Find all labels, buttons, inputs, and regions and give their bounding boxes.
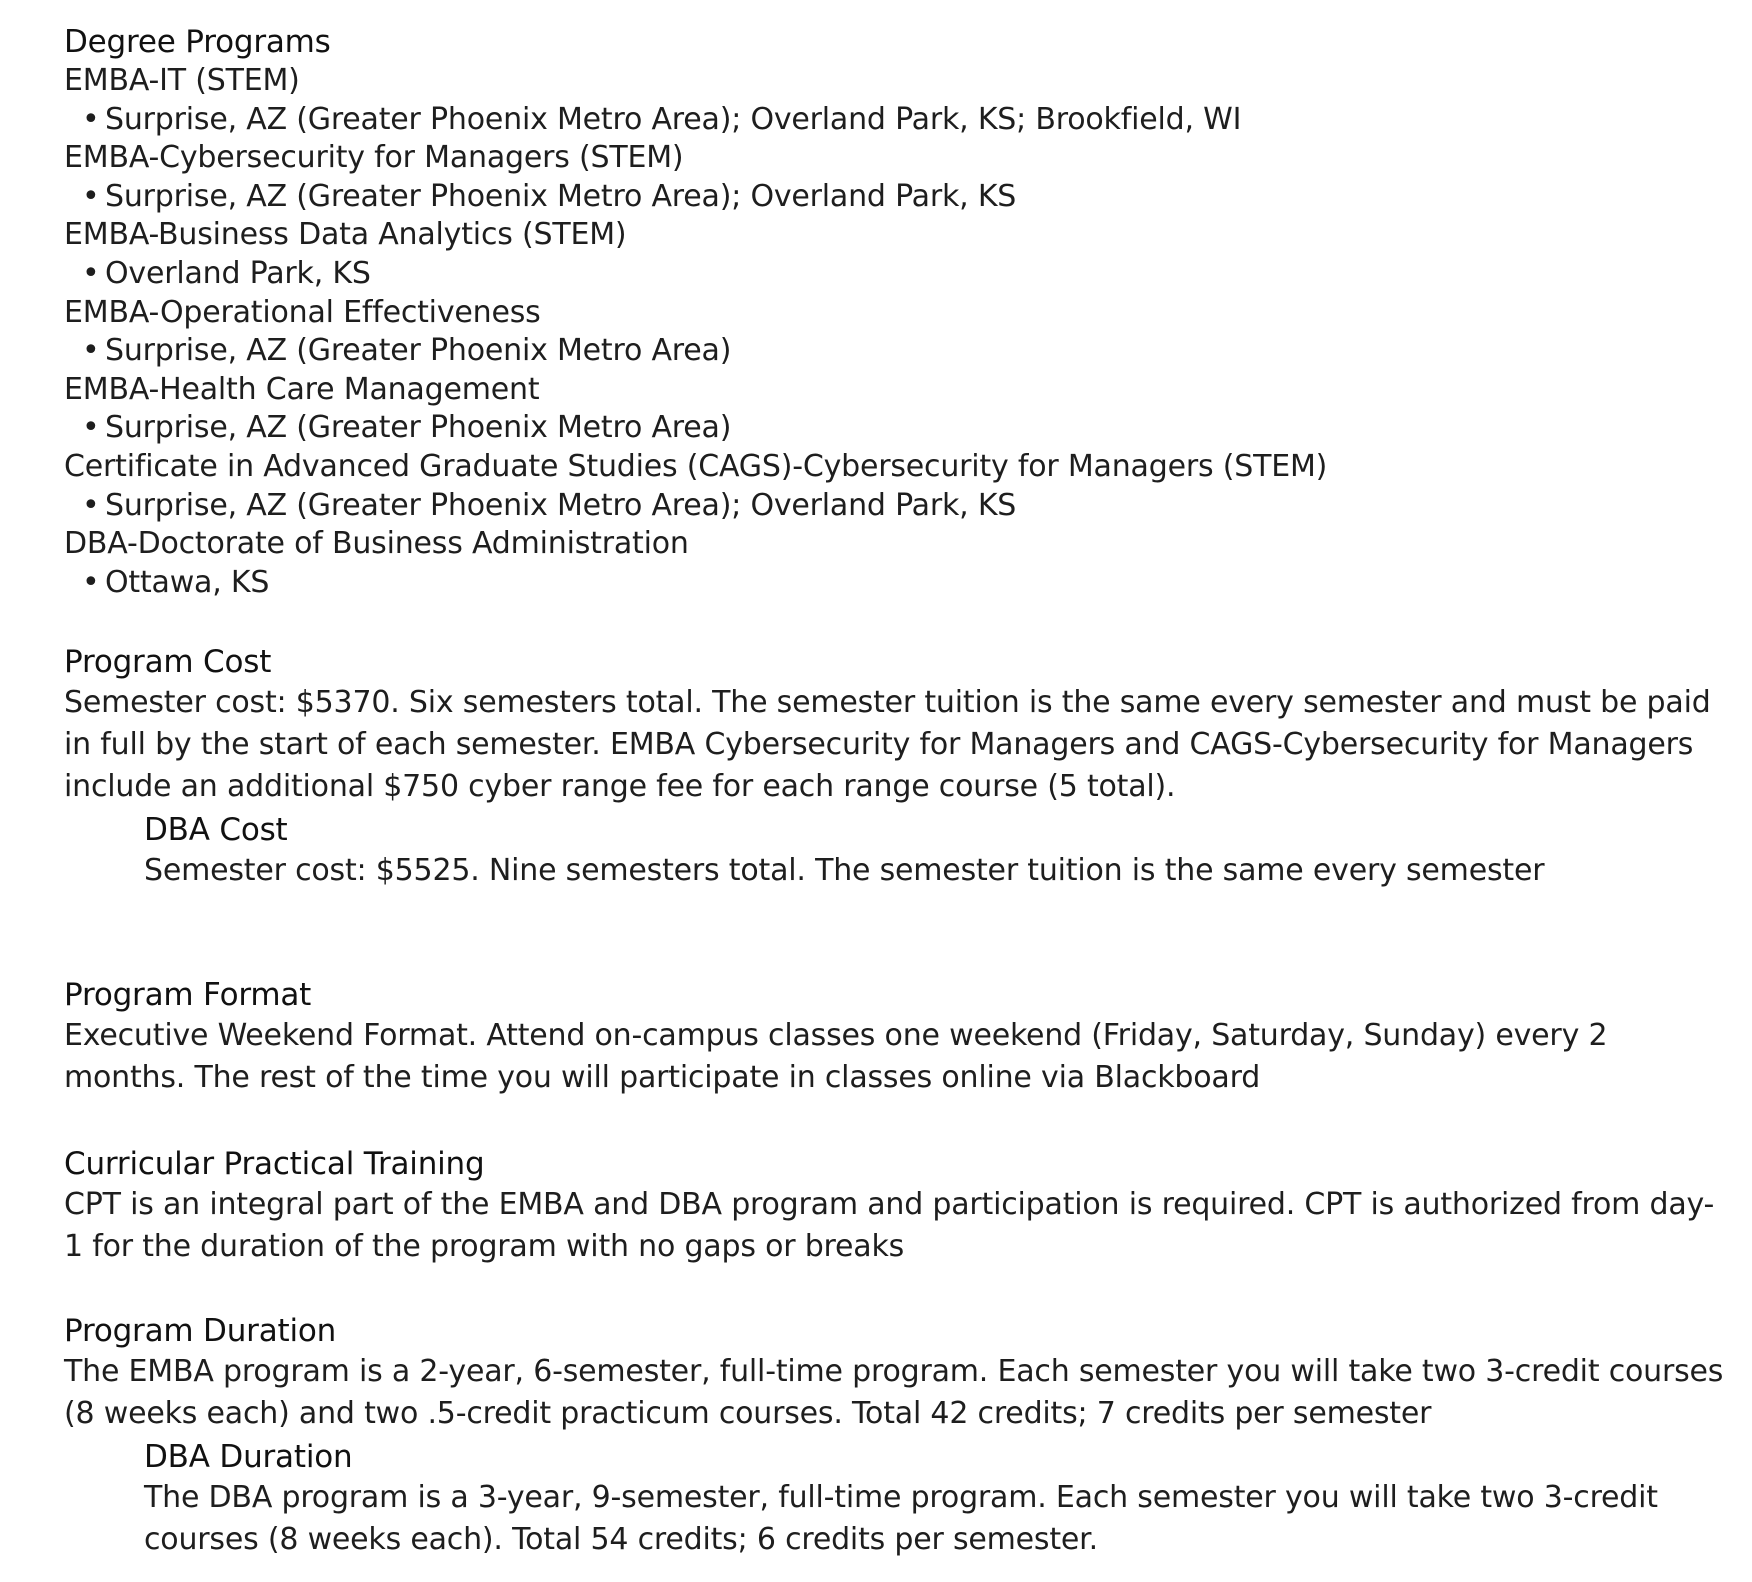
- program-name: EMBA-Operational Effectiveness: [64, 294, 541, 330]
- program-locations: [64, 332, 1724, 371]
- program-name: EMBA-Business Data Analytics (STEM): [64, 217, 627, 253]
- program-locations-text: Surprise, AZ (Greater Phoenix Metro Area): [105, 333, 732, 369]
- program-locations-text: Surprise, AZ (Greater Phoenix Metro Area); Overland Park, KS; Brookfield, WI: [105, 101, 1242, 137]
- cpt-text: CPT is an integral part of the EMBA and DBA program and participation is required. CPT is authorized from day-1 for the duration of the program with no gaps or breaks: [64, 1187, 1715, 1264]
- program-locations: [64, 487, 1724, 526]
- program-format-heading: Program Format: [64, 977, 312, 1013]
- program-locations: [64, 255, 1724, 294]
- program-locations-text: Surprise, AZ (Greater Phoenix Metro Area); Overland Park, KS: [105, 178, 1017, 214]
- program-format-text: Executive Weekend Format. Attend on-campus classes one weekend (Friday, Saturday, Sunday) every 2 months. The rest of the time you will participate in classes online via Blackboard: [64, 1018, 1608, 1095]
- program-name: DBA-Doctorate of Business Administration: [64, 526, 689, 562]
- program-duration-text: The EMBA program is a 2-year, 6-semester, full-time program. Each semester you will take two 3-credit courses (8 weeks each) and two .5-credit practicum courses. Total 42 credits; 7 credits per semester: [64, 1354, 1724, 1431]
- program-format-section: [64, 975, 1724, 1099]
- program-duration-heading: Program Duration: [64, 1313, 337, 1349]
- dba-duration-block: [64, 1437, 1724, 1561]
- program-locations: [64, 101, 1724, 140]
- bullet-icon: •: [82, 178, 100, 214]
- program-name: Certificate in Advanced Graduate Studies (CAGS)-Cybersecurity for Managers (STEM): [64, 448, 1328, 484]
- program-locations: [64, 178, 1724, 217]
- program-locations-text: Ottawa, KS: [105, 564, 270, 600]
- program-cost-section: [64, 642, 1724, 892]
- bullet-icon: •: [82, 410, 100, 446]
- program-name: EMBA-IT (STEM): [64, 63, 300, 98]
- program-locations: [64, 409, 1724, 448]
- document: [64, 22, 1724, 1557]
- bullet-icon: •: [82, 487, 100, 523]
- bullet-icon: •: [82, 564, 100, 600]
- degree-programs-section: [64, 22, 1724, 602]
- dba-duration-heading: DBA Duration: [144, 1439, 353, 1475]
- program-locations-text: Surprise, AZ (Greater Phoenix Metro Area); Overland Park, KS: [105, 487, 1017, 523]
- program-name: EMBA-Health Care Management: [64, 371, 540, 407]
- program-locations: [64, 564, 1724, 603]
- program-duration-section: [64, 1311, 1724, 1561]
- dba-cost-text: Semester cost: $5525. Nine semesters total. The semester tuition is the same every semester: [144, 853, 1545, 888]
- bullet-icon: •: [82, 255, 100, 291]
- program-locations-text: Surprise, AZ (Greater Phoenix Metro Area): [105, 410, 732, 446]
- bullet-icon: •: [82, 333, 100, 369]
- program-locations-text: Overland Park, KS: [105, 255, 371, 291]
- degree-programs-heading: Degree Programs: [64, 24, 331, 60]
- program-cost-heading: Program Cost: [64, 644, 272, 680]
- cpt-heading: Curricular Practical Training: [64, 1146, 485, 1182]
- bullet-icon: •: [82, 101, 100, 137]
- dba-cost-heading: DBA Cost: [144, 812, 288, 848]
- dba-duration-text: The DBA program is a 3-year, 9-semester, full-time program. Each semester you will take two 3-credit courses (8 weeks each). Total 54 credits; 6 credits per semester.: [144, 1480, 1658, 1557]
- dba-cost-block: [64, 810, 1724, 892]
- program-cost-text: Semester cost: $5370. Six semesters total. The semester tuition is the same every semester and must be paid in full by the start of each semester. EMBA Cybersecurity for Managers and CAGS-Cybersecurity for Managers include an additional $750 cyber range fee for each range course (5 total).: [64, 685, 1711, 804]
- cpt-section: [64, 1144, 1724, 1268]
- program-name: EMBA-Cybersecurity for Managers (STEM): [64, 140, 684, 176]
